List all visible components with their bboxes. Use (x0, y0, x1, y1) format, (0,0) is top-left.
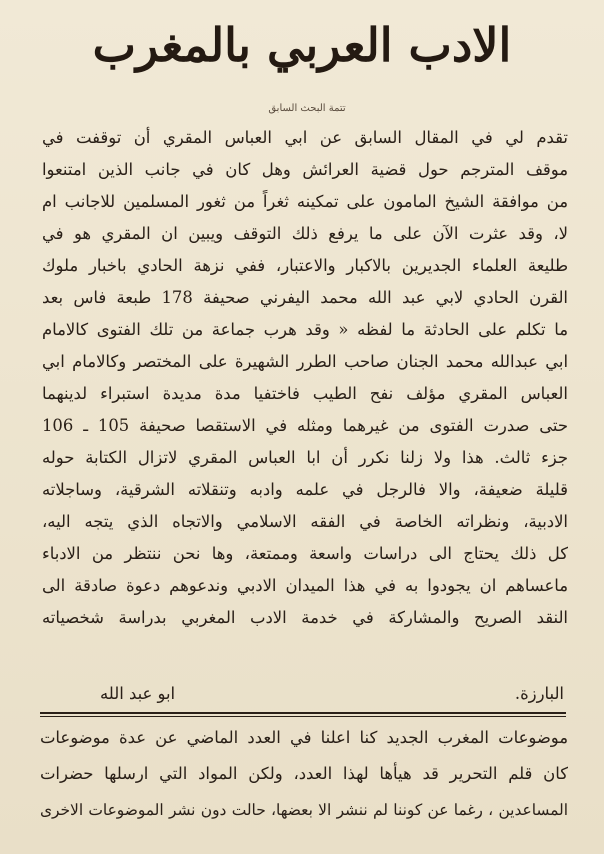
body-line: تقدم لي في المقال السابق عن ابي العباس المقري أن توقفت في (42, 128, 568, 147)
article-body (42, 122, 568, 634)
body-line: من موافقة الشيخ المامون على تمكينه ثغراً من ثغور المسلمين للاجانب ام (42, 192, 568, 211)
body-line: ما تكلم على الحادثة ما لفظه « وقد هرب جماعة من تلك الفتوى كالامام (42, 320, 568, 339)
body-line: كل ذلك يحتاج الى دراسات واسعة وممتعة، وها نحن ننتظر من الادباء (42, 544, 568, 563)
body-line: قليلة ضعيفة، والا فالرجل في علمه وادبه وتنقلاته الشرقية، وساجلاته (42, 480, 568, 499)
body-line: العباس المقري مؤلف نفح الطيب فاختفيا مدة مديدة استبراء لدينهما (42, 384, 568, 403)
author-signature: ابو عبد الله (100, 684, 176, 703)
body-line: موقف المترجم حول قضية العرائش وهل كان في جانب الذين امتنعوا (42, 160, 568, 179)
notice-line: المساعدين ، رغما عن كوننا لم ننشر الا بعضها، حالت دون نشر الموضوعات الاخرى (40, 801, 568, 819)
closing-word: البارزة. (514, 684, 564, 703)
body-line: لا، وقد عثرت الآن على ما يرفع ذلك التوقف ويبين ان المقري هو في (42, 224, 568, 243)
editorial-notice (40, 720, 568, 828)
body-line: القرن الحادي لابي عبد الله محمد اليفرني صحيفة 178 طبعة فاس بعد (42, 288, 568, 307)
body-line: ابي عبدالله محمد الجنان صاحب الطرر الشهيرة على المختصر وكالامام ابي (42, 352, 568, 371)
body-line: طليعة العلماء الجديرين بالاكبار والاعتبار، ففي نزهة الحادي باخبار ملوك (42, 256, 568, 275)
article-title: الادب العربي بالمغرب (92, 18, 512, 72)
body-line: حتى صدرت الفتوى من غيرهما ومثله في الاستقصا صحيفة 105 ـ 106 (42, 416, 568, 435)
notice-line: كان قلم التحرير قد هيأها لهذا العدد، ولكن المواد التي ارسلها حضرات (40, 764, 568, 783)
notice-line: موضوعات المغرب الجديد كنا اعلنا في العدد الماضي عن عدة موضوعات (40, 728, 568, 747)
body-line: ماعساهم ان يجودوا به في هذا الميدان الادبي وندعوهم دعوة صادقة الى (42, 576, 568, 595)
body-line: النقد الصريح والمشاركة في خدمة الادب المغربي بدراسة شخصياته (42, 608, 568, 627)
article-signoff (0, 680, 604, 708)
section-divider-thin (40, 716, 566, 717)
article-subtitle: تتمة البحث السابق (268, 103, 346, 114)
section-divider (40, 712, 566, 714)
body-line: الادبية، ونظراته الخاصة في الفقه الاسلامي والاتجاه الذي يتجه اليه، (42, 512, 568, 531)
body-line: جزء ثالث. هذا ولا زلنا نكرر أن ابا العباس المقري لاتزال الكتابة حوله (42, 448, 568, 467)
